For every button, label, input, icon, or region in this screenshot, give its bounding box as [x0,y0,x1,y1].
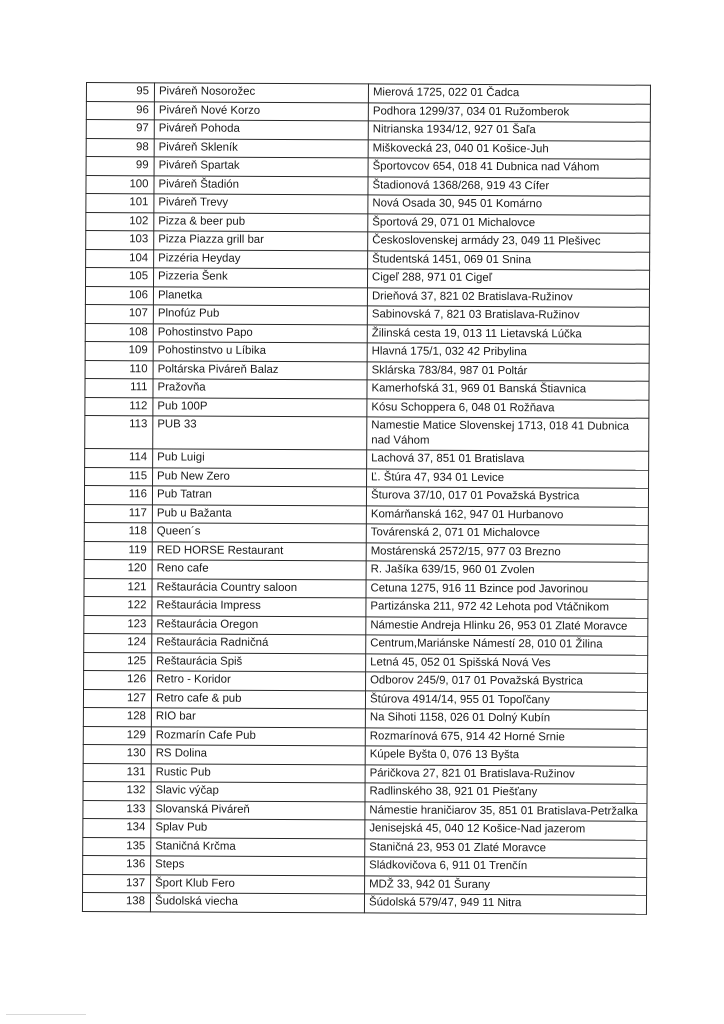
venue-name: Rustic Pub [151,763,365,783]
venue-name: Reštaurácia Spiš [152,652,366,672]
row-number: 129 [83,726,151,745]
venue-address: Cetuna 1275, 916 11 Bzince pod Javorinou [366,579,648,599]
venue-name: Splav Pub [151,819,365,839]
venue-address: Štadionová 1368/268, 919 43 Cífer [368,176,650,196]
row-number: 108 [85,323,153,342]
row-number: 97 [86,120,154,139]
table-row [82,892,646,913]
venue-name: Pizza Piazza grill bar [154,231,368,251]
row-number: 102 [86,212,154,231]
row-number: 123 [84,615,152,634]
row-number: 131 [83,763,151,782]
row-number: 130 [83,744,151,763]
venue-name: Reno cafe [152,560,366,580]
venue-address: Sládkovičova 6, 911 01 Trenčín [365,857,647,877]
venue-name: Pub New Zero [153,467,367,487]
scan-artifact-line [6,1014,86,1015]
venue-name: Pub u Bažanta [152,504,366,524]
row-number: 96 [86,101,154,120]
venue-table [82,82,651,914]
venue-address: Športová 29, 071 01 Michalovce [368,213,650,233]
venue-address: Žilinská cesta 19, 013 11 Lietavská Lúčka [367,324,649,344]
row-number: 110 [85,360,153,379]
venue-name: Reštaurácia Oregon [152,615,366,635]
venue-name: Queen´s [152,523,366,543]
row-number: 115 [85,467,153,486]
row-number: 119 [84,541,152,560]
venue-name: Piváreň Nosorožec [154,83,368,103]
venue-name: Slavic výčap [151,782,365,802]
row-number: 98 [86,138,154,157]
row-number: 103 [86,231,154,250]
venue-name: Pohostinstvo Papo [153,323,367,343]
venue-address: Partizánska 211, 972 42 Lehota pod Vtáčnikom [366,598,648,618]
venue-name: Planetka [153,286,367,306]
venue-address: Šturova 37/10, 017 01 Považská Bystrica [366,487,648,507]
venue-name: RIO bar [151,708,365,728]
row-number: 117 [84,504,152,523]
venue-address: Na Sihoti 1158, 026 01 Dolný Kubín [365,709,647,729]
venue-name: Piváreň Pohoda [154,120,368,140]
venue-address: Staničná 23, 953 01 Zlaté Moravce [365,838,647,858]
venue-name: Steps [151,856,365,876]
venue-address: MDŽ 33, 942 01 Šurany [365,875,647,895]
venue-name: Piváreň Štadión [154,175,368,195]
venue-name: Retro cafe & pub [151,689,365,709]
venue-address: Letná 45, 052 01 Spišská Nová Ves [366,653,648,673]
venue-address: Lachová 37, 851 01 Bratislava [367,450,649,470]
venue-address: Podhora 1299/37, 034 01 Ružomberok [368,102,650,122]
row-number: 109 [85,341,153,360]
venue-address: Továrenská 2, 071 01 Michalovce [366,524,648,544]
venue-address: Centrum,Mariánske Námestí 28, 010 01 Žilina [366,635,648,655]
row-number: 112 [85,397,153,416]
row-number: 105 [86,268,154,287]
row-number: 133 [83,800,151,819]
venue-name: Pub 100P [153,397,367,417]
row-number: 136 [83,855,151,874]
row-number: 134 [83,818,151,837]
venue-name: Šport Klub Fero [151,874,365,894]
row-number: 99 [86,157,154,176]
row-number: 116 [84,485,152,504]
venue-address: Československej armády 23, 049 11 Plešivec [368,232,650,252]
row-number: 125 [84,652,152,671]
venue-address: Štúrova 4914/14, 955 01 Topoľčany [365,690,647,710]
venue-address: Námestie Andreja Hlinku 26, 953 01 Zlaté Moravce [366,616,648,636]
table-row [85,415,649,451]
row-number: 107 [85,304,153,323]
venue-name: Piváreň Spartak [154,157,368,177]
venue-name: Rozmarín Cafe Pub [151,726,365,746]
venue-name: Pizzeria Šenk [154,268,368,288]
venue-address: Mostárenská 2572/15, 977 03 Brezno [366,542,648,562]
row-number: 122 [84,596,152,615]
venue-address: Namestie Matice Slovenskej 1713, 018 41 Dubnica nad Váhom [367,417,649,451]
venue-address: Kamerhofská 31, 969 01 Banská Štiavnica [367,380,649,400]
venue-address: Komárňanská 162, 947 01 Hurbanovo [366,505,648,525]
row-number: 132 [83,781,151,800]
venue-address: Nitrianska 1934/12, 927 01 Šaľa [368,121,650,141]
row-number: 101 [86,194,154,213]
venue-name: Pub Tatran [152,486,366,506]
row-number: 137 [83,874,151,893]
venue-address: Jenisejská 45, 040 12 Košice-Nad jazerom [365,820,647,840]
venue-name: Piváreň Nové Korzo [154,101,368,121]
venue-name: Pražovňa [153,379,367,399]
venue-name: PUB 33 [153,416,367,450]
row-number: 104 [86,249,154,268]
venue-name: Pizza & beer pub [154,212,368,232]
row-number: 135 [83,837,151,856]
row-number: 128 [83,707,151,726]
venue-name: Šudolská viecha [150,893,364,913]
venue-address: Cigeľ 288, 971 01 Cigeľ [367,269,649,289]
venue-name: Piváreň Skleník [154,138,368,158]
row-number: 127 [83,689,151,708]
row-number: 95 [86,83,154,102]
venue-address: R. Jašíka 639/15, 960 01 Zvolen [366,561,648,581]
venue-name: RED HORSE Restaurant [152,541,366,561]
venue-address: Šúdolská 579/47, 949 11 Nitra [364,894,646,914]
venue-address: Kúpele Byšta 0, 076 13 Byšta [365,746,647,766]
venue-name: Plnofúz Pub [153,305,367,325]
venue-name: Reštaurácia Radničná [152,634,366,654]
venue-address: Radlinského 38, 921 01 Piešťany [365,783,647,803]
venue-name: Piváreň Trevy [154,194,368,214]
row-number: 121 [84,578,152,597]
venue-name: Poltárska Piváreň Balaz [153,360,367,380]
venue-address: Ľ. Štúra 47, 934 01 Levice [367,468,649,488]
row-number: 118 [84,522,152,541]
venue-name: Staničná Krčma [151,837,365,857]
venue-address: Rozmarínová 675, 914 42 Horné Srnie [365,727,647,747]
venue-address: Páričkova 27, 821 01 Bratislava-Ružinov [365,764,647,784]
venue-name: Pizzéria Heyday [154,249,368,269]
venue-address: Odborov 245/9, 017 01 Považská Bystrica [366,672,648,692]
row-number: 124 [84,633,152,652]
venue-address: Nová Osada 30, 945 01 Komárno [368,195,650,215]
row-number: 126 [84,670,152,689]
venue-address: Študentská 1451, 069 01 Snina [368,250,650,270]
venue-address: Mierová 1725, 022 01 Čadca [368,84,650,104]
venue-name: Reštaurácia Country saloon [152,578,366,598]
venue-address: Kósu Schoppera 6, 048 01 Rožňava [367,398,649,418]
venue-address: Športovcov 654, 018 41 Dubnica nad Váhom [368,158,650,178]
row-number: 100 [86,175,154,194]
venue-address: Námestie hraničiarov 35, 851 01 Bratislava-Petržalka [365,801,647,821]
venue-name: Pohostinstvo u Líbika [153,342,367,362]
venue-address: Drieňová 37, 821 02 Bratislava-Ružinov [367,287,649,307]
row-number: 120 [84,559,152,578]
venue-name: Reštaurácia Impress [152,597,366,617]
venue-name: RS Dolina [151,745,365,765]
venue-address: Sabinovská 7, 821 03 Bratislava-Ružinov [367,306,649,326]
row-number: 138 [82,892,150,911]
venue-address: Hlavná 175/1, 032 42 Pribylina [367,343,649,363]
venue-table-body [82,83,650,914]
row-number: 106 [85,286,153,305]
venue-name: Slovanská Piváreň [151,800,365,820]
row-number: 111 [85,378,153,397]
row-number: 114 [85,448,153,467]
venue-address: Sklárska 783/84, 987 01 Poltár [367,361,649,381]
venue-name: Pub Luigi [153,449,367,469]
row-number: 113 [85,415,153,448]
venue-name: Retro - Koridor [152,671,366,691]
venue-address: Miškovecká 23, 040 01 Košice-Juh [368,139,650,159]
